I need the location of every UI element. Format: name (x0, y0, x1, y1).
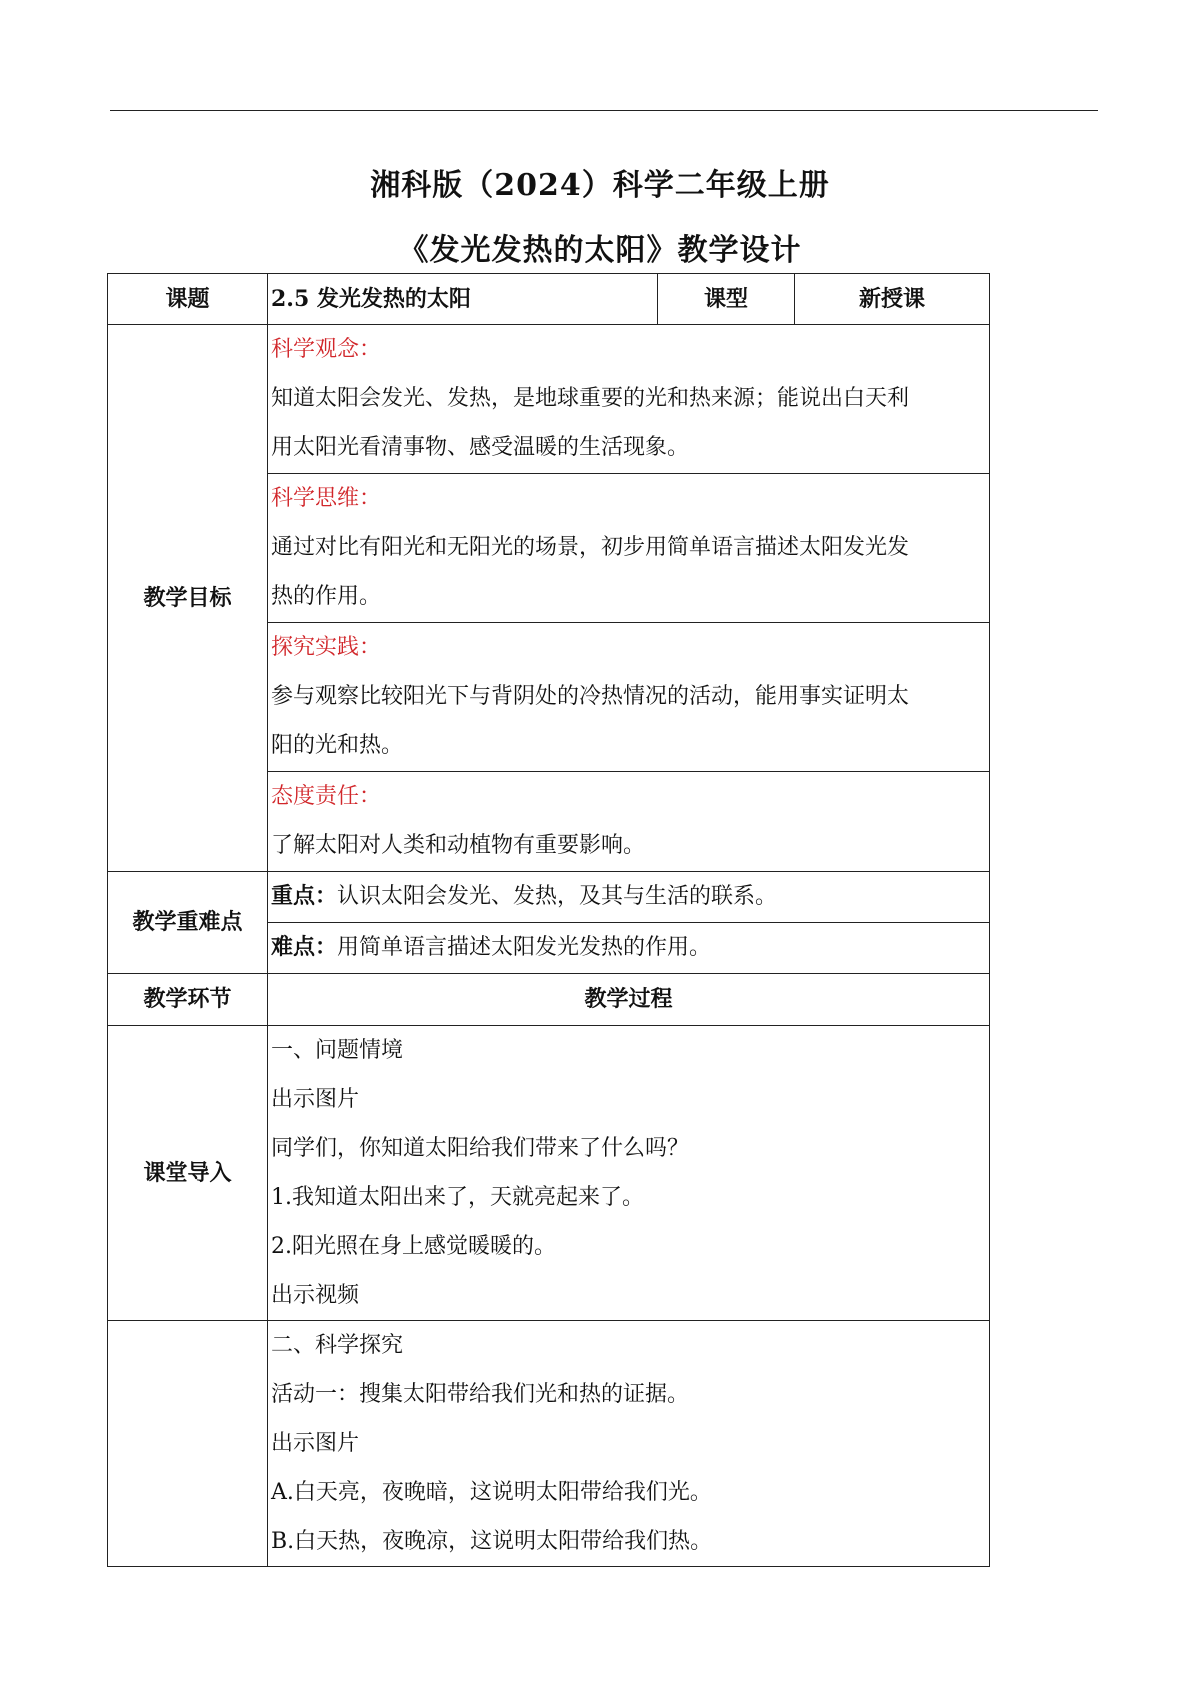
objective-thinking (268, 474, 990, 623)
objective-concept (268, 325, 990, 474)
intro-line: 同学们，你知道太阳给我们带来了什么吗？ (271, 1136, 690, 1161)
objective-line: 知道太阳会发光、发热，是地球重要的光和热来源；能说出白天利 (271, 386, 910, 411)
inquiry-line: B.白天热，夜晚凉，这说明太阳带给我们热。 (271, 1529, 713, 1554)
objective-attitude (268, 772, 990, 872)
objective-heading: 科学观念： (271, 337, 382, 362)
table-row (108, 1321, 990, 1567)
topic-value: 2.5 发光发热的太阳 (268, 274, 658, 325)
objective-heading: 态度责任： (271, 784, 382, 809)
objective-line: 通过对比有阳光和无阳光的场景，初步用简单语言描述太阳发光发 (271, 535, 910, 560)
inquiry-line: 出示图片 (271, 1431, 360, 1456)
table-row (108, 1026, 990, 1321)
intro-line: 2.阳光照在身上感觉暖暖的。 (271, 1234, 556, 1259)
key-points-label: 教学重难点 (108, 872, 268, 974)
intro-line: 出示图片 (271, 1087, 360, 1112)
inquiry-line: 活动一：搜集太阳带给我们光和热的证据。 (271, 1382, 690, 1407)
objectives-label: 教学目标 (108, 325, 268, 872)
inquiry-content (268, 1321, 990, 1567)
table-row (108, 325, 990, 474)
stage-header: 教学环节 (108, 974, 268, 1026)
objective-line: 阳的光和热。 (271, 733, 404, 758)
difficulty-text: 用简单语言描述太阳发光发热的作用。 (337, 935, 712, 960)
key-difficulty (268, 923, 990, 974)
header-rule (110, 110, 1098, 111)
objective-line: 参与观察比较阳光下与背阴处的冷热情况的活动，能用事实证明太 (271, 684, 910, 709)
key-focus (268, 872, 990, 923)
intro-label: 课堂导入 (108, 1026, 268, 1321)
inquiry-line: 二、科学探究 (271, 1333, 404, 1358)
table-row (108, 974, 990, 1026)
type-value: 新授课 (795, 274, 990, 325)
intro-line: 1.我知道太阳出来了，天就亮起来了。 (271, 1185, 644, 1210)
focus-label: 重点： (271, 883, 338, 909)
type-label: 课型 (658, 274, 795, 325)
document-subtitle: 《发光发热的太阳》教学设计 (398, 233, 802, 268)
inquiry-line: A.白天亮，夜晚暗，这说明太阳带给我们光。 (271, 1480, 712, 1505)
objective-line: 热的作用。 (271, 584, 382, 609)
difficulty-label: 难点： (271, 934, 338, 960)
document-title: 湘科版（2024）科学二年级上册 (370, 168, 830, 203)
inquiry-label (108, 1321, 268, 1567)
focus-text: 认识太阳会发光、发热，及其与生活的联系。 (337, 884, 778, 909)
objective-practice (268, 623, 990, 772)
table-row (108, 872, 990, 923)
table-row (108, 274, 990, 325)
objective-line: 了解太阳对人类和动植物有重要影响。 (271, 833, 646, 858)
objective-heading: 科学思维： (271, 486, 382, 511)
lesson-plan-table (107, 273, 990, 1567)
objective-line: 用太阳光看清事物、感受温暖的生活现象。 (271, 435, 690, 460)
objective-heading: 探究实践： (271, 635, 382, 660)
process-header: 教学过程 (268, 974, 990, 1026)
intro-line: 一、问题情境 (271, 1038, 404, 1063)
intro-line: 出示视频 (271, 1283, 360, 1308)
topic-label: 课题 (108, 274, 268, 325)
intro-content (268, 1026, 990, 1321)
